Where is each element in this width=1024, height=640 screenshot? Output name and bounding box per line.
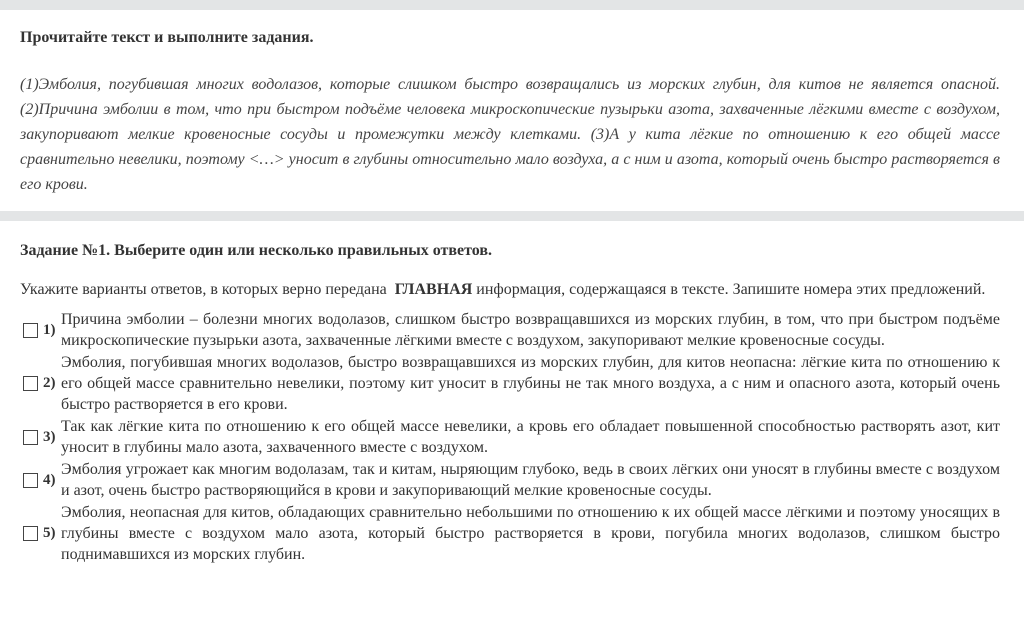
answer-text-2: Эмболия, погубившая многих водолазов, быстро возвращавшихся из морских глубин, для китов неопасна: лёгкие кита по отношению к его общей массе сравнительно невелики, поэтому кит уносит в глубины не так много воздуха, а с ним и опасного азота, который очень быстро растворяется в его крови. <box>61 354 1000 413</box>
answer-options <box>20 309 1004 565</box>
answer-checkbox-5[interactable] <box>23 526 38 541</box>
instruction-text-after: информация, содержащаяся в тексте. Запишите номера этих предложений. <box>476 281 986 298</box>
reading-section <box>0 10 1024 197</box>
task-section <box>0 221 1024 565</box>
answer-option-1[interactable] <box>20 309 1004 351</box>
answer-text-5: Эмболия, неопасная для китов, обладающих сравнительно небольшими по отношению к их общей массе лёгкими и поэтому уносящих в глубины вместе с воздухом мало азота, который быстро растворяется в крови, погубила многих водолазов, слишком быстро поднимавшихся из морских глубин. <box>61 504 1000 563</box>
top-bar <box>0 0 1024 10</box>
answer-option-5[interactable] <box>20 502 1004 565</box>
task-heading: Задание №1. Выберите один или несколько правильных ответов. <box>20 242 493 259</box>
answer-text-1: Причина эмболии – болезни многих водолазов, слишком быстро возвращавшихся из морских глубин, в том, что при быстром подъёме микроскопические пузырьки азота, захваченные лёгкими вместе с воздухом, закупоривают мелкие кровеносные сосуды. <box>61 311 1000 349</box>
answer-checkbox-3[interactable] <box>23 430 38 445</box>
answer-checkbox-1[interactable] <box>23 323 38 338</box>
reading-heading: Прочитайте текст и выполните задания. <box>20 29 314 46</box>
reading-passage: (1)Эмболия, погубившая многих водолазов, которые слишком быстро возвращались из морских глубин, для китов не является опасной. (2)Причина эмболии в том, что при быстром подъёме человека микроскопические пузырьки азота, захваченные лёгкими вместе с воздухом, закупоривают мелкие кровеносные сосуды и промежутки между клетками. (3)А у кита лёгкие по отношению к его общей массе сравнительно невелики, поэтому <…> уносит в глубины относительно мало воздуха, а с ним и азота, который очень быстро растворяется в его крови. <box>20 76 1000 193</box>
answer-number-4: 4) <box>43 471 56 488</box>
answer-text-3: Так как лёгкие кита по отношению к его общей массе невелики, а кровь его обладает повышенной способностью растворять азот, кит уносит в глубины мало азота, захваченного вместе с воздухом. <box>61 418 1000 456</box>
answer-option-2[interactable] <box>20 352 1004 415</box>
answer-number-2: 2) <box>43 375 56 391</box>
answer-checkbox-2[interactable] <box>23 376 38 391</box>
answer-number-5: 5) <box>43 525 56 541</box>
answer-option-3[interactable] <box>20 416 1004 458</box>
task-instruction <box>20 279 1004 300</box>
answer-number-1: 1) <box>43 321 56 338</box>
section-divider <box>0 211 1024 221</box>
instruction-emphasis: ГЛАВНАЯ <box>394 281 473 298</box>
answer-number-3: 3) <box>43 428 56 445</box>
answer-text-4: Эмболия угрожает как многим водолазам, так и китам, ныряющим глубоко, ведь в своих лёгких они уносят в глубины вместе с воздухом и азот, очень быстро растворяющийся в крови и закупоривающий мелкие кровеносные сосуды. <box>61 461 1000 499</box>
instruction-text-before: Укажите варианты ответов, в которых верно передана <box>20 281 387 298</box>
answer-checkbox-4[interactable] <box>23 473 38 488</box>
answer-option-4[interactable] <box>20 459 1004 501</box>
